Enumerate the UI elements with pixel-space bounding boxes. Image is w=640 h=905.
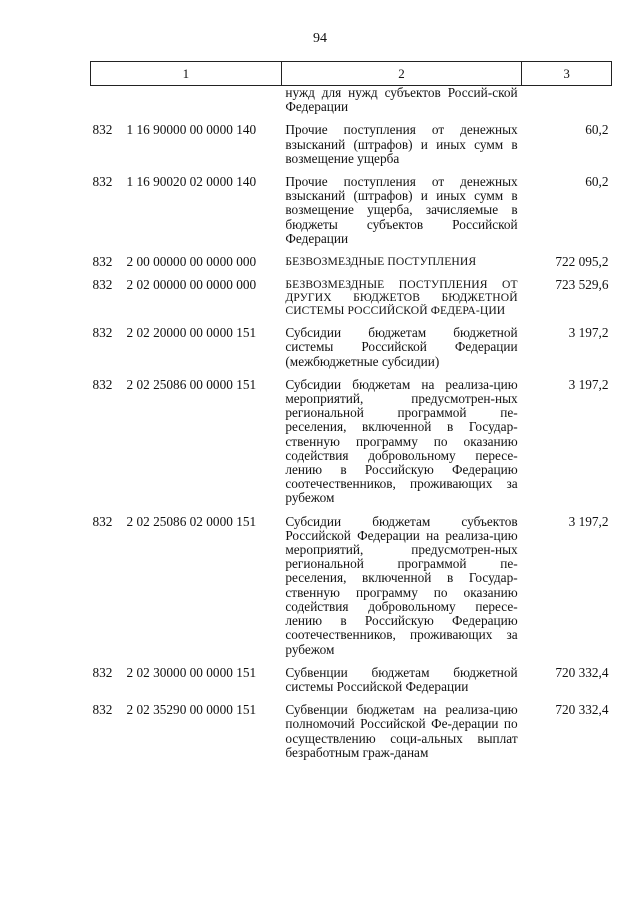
code-cell <box>91 255 282 269</box>
administrator-code: 832 <box>92 376 113 392</box>
amount-cell: 3 197,2 <box>568 376 609 392</box>
code-cell <box>91 175 282 246</box>
table-row <box>91 666 612 694</box>
table-row <box>91 278 612 317</box>
table-row <box>91 703 612 760</box>
code-cell <box>91 666 282 694</box>
code-cell <box>91 703 282 760</box>
revenue-name-cell: Прочие поступления от денежных взысканий (штрафов) и иных сумм в возмещение ущерба, зачисляемые в бюджеты субъектов Российской Федерации <box>285 174 518 246</box>
administrator-code: 832 <box>92 702 113 718</box>
amount-cell: 723 529,6 <box>555 277 609 293</box>
administrator-code: 832 <box>92 664 113 680</box>
amount-cell: 720 332,4 <box>555 702 609 718</box>
administrator-code: 832 <box>92 277 113 293</box>
budget-classification-code: 1 16 90020 02 0000 140 <box>126 174 257 190</box>
budget-classification-code: 2 00 00000 00 0000 000 <box>126 254 257 270</box>
revenue-name-cell: БЕЗВОЗМЕЗДНЫЕ ПОСТУПЛЕНИЯ ОТ ДРУГИХ БЮДЖЕТОВ БЮДЖЕТНОЙ СИСТЕМЫ РОССИЙСКОЙ ФЕДЕРА-ЦИИ <box>285 278 518 318</box>
revenue-name-cell: Субвенции бюджетам бюджетной системы Российской Федерации <box>285 664 518 694</box>
table-row <box>91 255 612 269</box>
code-cell <box>91 515 282 657</box>
amount-cell: 722 095,2 <box>555 254 609 270</box>
budget-classification-code: 2 02 25086 02 0000 151 <box>126 513 257 529</box>
table-row <box>91 326 612 369</box>
table-header <box>91 62 612 86</box>
table-body <box>91 86 612 760</box>
amount-cell <box>522 86 612 115</box>
amount-cell: 720 332,4 <box>555 664 609 680</box>
administrator-code: 832 <box>92 174 113 190</box>
revenue-name-cell: БЕЗВОЗМЕЗДНЫЕ ПОСТУПЛЕНИЯ <box>285 255 477 269</box>
code-cell <box>91 123 282 166</box>
revenue-name-cell: нужд для нужд субъектов Россий-ской Федерации <box>285 85 518 115</box>
administrator-code: 832 <box>92 122 113 138</box>
budget-classification-code: 2 02 20000 00 0000 151 <box>126 325 257 341</box>
page-number: 94 <box>313 31 327 46</box>
amount-cell: 60,2 <box>585 122 609 138</box>
revenue-name-cell: Субсидии бюджетам бюджетной системы Российской Федерации (межбюджетные субсидии) <box>285 325 518 369</box>
revenue-name-cell: Прочие поступления от денежных взысканий (штрафов) и иных сумм в возмещение ущерба <box>285 122 518 166</box>
revenue-name-cell: Субвенции бюджетам на реализа-цию полномочий Российской Фе-дерации по осуществлению соци-альных выплат безработным граж-данам <box>285 702 518 760</box>
table-row <box>91 175 612 246</box>
column-header-2: 2 <box>281 62 521 86</box>
amount-cell: 60,2 <box>585 174 609 190</box>
code-cell <box>91 378 282 506</box>
code-cell <box>91 86 282 115</box>
table-row <box>91 378 612 506</box>
budget-classification-code: 2 02 30000 00 0000 151 <box>126 664 257 680</box>
budget-classification-code: 1 16 90000 00 0000 140 <box>126 122 257 138</box>
budget-classification-code: 2 02 35290 00 0000 151 <box>126 702 257 718</box>
column-header-3: 3 <box>522 62 612 86</box>
revenue-name-cell: Субсидии бюджетам на реализа-цию мероприятий, предусмотрен-ных региональной программой пе-реселения, включенной в Государ-ственную программу по оказанию содействия добровольному пересе-лению в Российскую Федерацию соотечественников, проживающих за рубежом <box>285 376 518 506</box>
column-header-1: 1 <box>91 62 282 86</box>
code-cell <box>91 326 282 369</box>
administrator-code: 832 <box>92 325 113 341</box>
amount-cell: 3 197,2 <box>568 513 609 529</box>
table-row <box>91 86 612 115</box>
budget-classification-code: 2 02 00000 00 0000 000 <box>126 277 257 293</box>
table-row <box>91 123 612 166</box>
budget-revenue-table <box>90 61 612 760</box>
revenue-name-cell: Субсидии бюджетам субъектов Российской Федерации на реализа-цию мероприятий, предусмотрен-ных региональной программой пе-реселения, включенной в Государ-ственную программу по оказанию содействия добровольному пересе-лению в Российскую Федерацию соотечественников, проживающих за рубежом <box>285 513 518 657</box>
code-cell <box>91 278 282 317</box>
administrator-code: 832 <box>92 254 113 270</box>
amount-cell: 3 197,2 <box>568 325 609 341</box>
table-row <box>91 515 612 657</box>
budget-classification-code: 2 02 25086 00 0000 151 <box>126 376 257 392</box>
administrator-code: 832 <box>92 513 113 529</box>
